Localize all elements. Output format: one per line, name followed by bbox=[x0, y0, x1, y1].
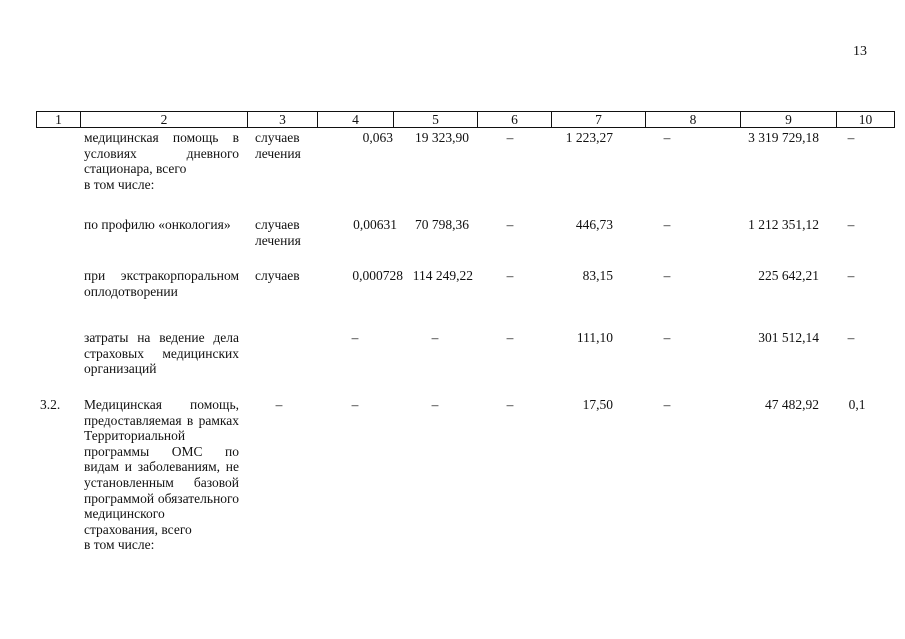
page-number: 13 bbox=[853, 44, 867, 59]
row-col-6: – bbox=[506, 330, 514, 345]
row-col-8: – bbox=[663, 268, 671, 283]
row-col-8: – bbox=[663, 330, 671, 345]
row-col-9: 3 319 729,18 bbox=[748, 130, 819, 145]
row-col-4: – bbox=[351, 397, 359, 412]
row-unit: – bbox=[275, 397, 283, 412]
header-col-3: 3 bbox=[248, 112, 318, 128]
row-col-5: – bbox=[431, 397, 439, 412]
row-description: по профилю «онкология» bbox=[84, 217, 231, 232]
row-col-5: – bbox=[431, 330, 439, 345]
row-col-9: 225 642,21 bbox=[758, 268, 819, 283]
row-description: медицинская помощь в условиях дневного стационара, всего в том числе: bbox=[84, 130, 239, 192]
header-col-7: 7 bbox=[552, 112, 646, 128]
row-col-4: 0,063 bbox=[362, 130, 393, 145]
row-col-7: 1 223,27 bbox=[565, 130, 613, 145]
header-col-4: 4 bbox=[318, 112, 394, 128]
row-col-5: 19 323,90 bbox=[415, 130, 469, 145]
row-col-6: – bbox=[506, 130, 514, 145]
row-number: 3.2. bbox=[40, 397, 61, 412]
row-unit: случаев лечения bbox=[255, 130, 301, 161]
row-col-5: 70 798,36 bbox=[415, 217, 469, 232]
row-col-10: – bbox=[847, 268, 855, 283]
row-description: Медицинская помощь, предоставляемая в рамках Территориальной программы ОМС по видам и заболеваниям, не установленным базовой программой обязательного медицинского страхования, всего в том числе: bbox=[84, 397, 239, 553]
row-col-10: – bbox=[847, 130, 855, 145]
header-col-2: 2 bbox=[81, 112, 248, 128]
row-col-9: 1 212 351,12 bbox=[748, 217, 819, 232]
row-description: при экстракорпоральном оплодотворении bbox=[84, 268, 239, 299]
row-col-4: 0,000728 bbox=[352, 268, 403, 283]
row-col-8: – bbox=[663, 130, 671, 145]
header-col-8: 8 bbox=[646, 112, 741, 128]
row-col-4: 0,00631 bbox=[353, 217, 397, 232]
header-col-5: 5 bbox=[394, 112, 478, 128]
row-unit: случаев лечения bbox=[255, 217, 301, 248]
row-description: затраты на ведение дела страховых медицинских организаций bbox=[84, 330, 239, 377]
row-col-6: – bbox=[506, 397, 514, 412]
row-col-7: 17,50 bbox=[582, 397, 613, 412]
row-col-8: – bbox=[663, 217, 671, 232]
row-col-9: 47 482,92 bbox=[765, 397, 819, 412]
header-row bbox=[37, 112, 895, 128]
row-col-6: – bbox=[506, 268, 514, 283]
header-col-10: 10 bbox=[837, 112, 895, 128]
row-col-10: – bbox=[847, 330, 855, 345]
row-col-7: 83,15 bbox=[582, 268, 613, 283]
table-header bbox=[36, 111, 895, 128]
header-col-6: 6 bbox=[478, 112, 552, 128]
row-col-4: – bbox=[351, 330, 359, 345]
row-col-6: – bbox=[506, 217, 514, 232]
row-col-7: 446,73 bbox=[575, 217, 613, 232]
row-col-5: 114 249,22 bbox=[412, 268, 473, 283]
row-col-7: 111,10 bbox=[576, 330, 613, 345]
row-unit: случаев bbox=[255, 268, 300, 283]
header-col-9: 9 bbox=[741, 112, 837, 128]
row-col-9: 301 512,14 bbox=[758, 330, 819, 345]
row-col-8: – bbox=[663, 397, 671, 412]
header-col-1: 1 bbox=[37, 112, 81, 128]
row-col-10: 0,1 bbox=[848, 397, 866, 412]
row-col-10: – bbox=[847, 217, 855, 232]
